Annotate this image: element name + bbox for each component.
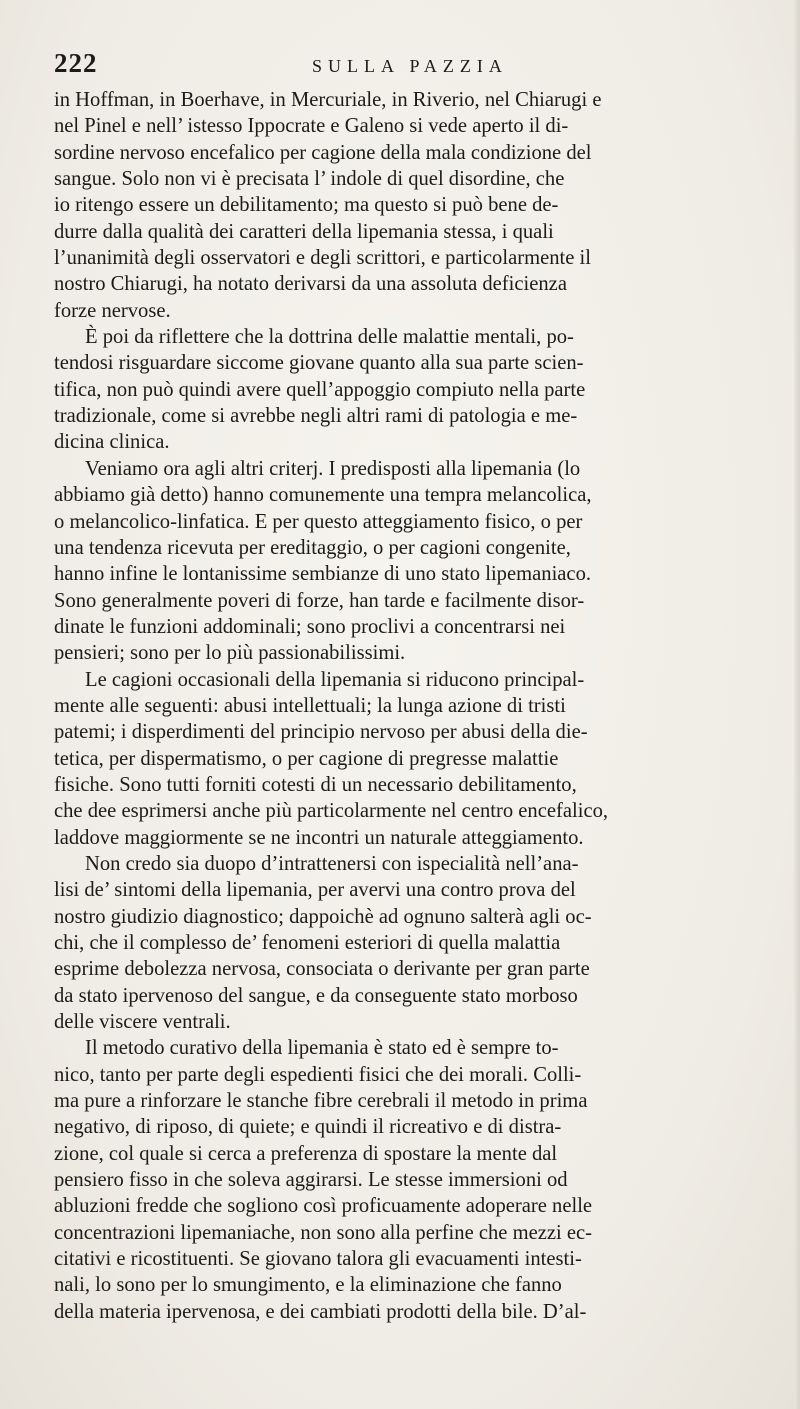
text-line: chi, che il complesso de’ fenomeni esteriori di quella malattia (54, 932, 561, 954)
text-line: zione, col quale si cerca a preferenza di spostare la mente dal (54, 1142, 558, 1165)
running-head: SULLA PAZZIA (312, 56, 508, 76)
paragraph (54, 667, 790, 851)
text-line: io ritengo essere un debilitamento; ma questo si può bene de- (54, 194, 559, 217)
text-line: una tendenza ricevuta per ereditaggio, o per cagioni congenite, (54, 536, 571, 559)
text-line: Non credo sia duopo d’intrattenersi con ispecialità nell’ana- (85, 852, 579, 875)
text-line: dinate le funzioni addominali; sono proclivi a concentrarsi nei (54, 615, 566, 638)
text-line: nel Pinel e nell’ istesso Ippocrate e Galeno si vede aperto il di- (54, 115, 569, 138)
text-line: mente alle seguenti: abusi intellettuali; la lunga azione di tristi (54, 694, 566, 717)
text-line: fisiche. Sono tutti forniti cotesti di un necessario debilitamento, (54, 773, 577, 796)
text-line: concentrazioni lipemaniache, non sono alla perfine che mezzi ec- (54, 1221, 593, 1244)
text-line: delle viscere ventrali. (54, 1011, 231, 1034)
text-line: durre dalla qualità dei caratteri della lipemania stessa, i quali (54, 220, 554, 243)
paragraph (54, 87, 790, 324)
text-line: nostro giudizio diagnostico; dappoichè ad ognuno salterà agli oc- (54, 905, 592, 928)
text-line: laddove maggiormente se ne incontri un naturale atteggiamento. (54, 826, 584, 849)
text-line: È poi da riflettere che la dottrina delle malattie mentali, po- (85, 326, 574, 349)
text-line: abbiamo già detto) hanno comunemente una tempra melancolica, (54, 484, 592, 507)
text-line: che dee esprimersi anche più particolarmente nel centro encefalico, (54, 800, 609, 823)
paragraph (54, 1035, 790, 1325)
page-edge (794, 0, 800, 1409)
text-line: tetica, per dispermatismo, o per cagione di pregresse malattie (54, 747, 559, 770)
text-line: tendosi risguardare siccome giovane quanto alla sua parte scien- (54, 352, 584, 375)
text-line: Sono generalmente poveri di forze, han tarde e facilmente disor- (54, 589, 585, 612)
text-line: negativo, di riposo, di quiete; e quindi il ricreativo e di distra- (54, 1116, 562, 1139)
paragraph (54, 324, 790, 456)
text-line: tradizionale, come si avrebbe negli altri rami di patologia e me- (54, 405, 578, 428)
page-header (54, 48, 754, 82)
paragraph (54, 851, 790, 1035)
page-number: 222 (54, 48, 98, 78)
body-text (54, 87, 790, 1325)
text-line: Il metodo curativo della lipemania è stato ed è sempre to- (85, 1037, 559, 1060)
text-line: nali, lo sono per lo smungimento, e la eliminazione che fanno (54, 1274, 562, 1297)
text-line: esprime debolezza nervosa, consociata o derivante per gran parte (54, 958, 590, 981)
text-line: nostro Chiarugi, ha notato derivarsi da una assoluta deficienza (54, 273, 567, 296)
text-line: da stato ipervenoso del sangue, e da conseguente stato morboso (54, 984, 578, 1007)
text-line: patemi; i disperdimenti del principio nervoso per abusi della die- (54, 721, 588, 744)
text-line: nico, tanto per parte degli espedienti fisici che dei morali. Colli- (54, 1063, 582, 1086)
text-line: ma pure a rinforzare le stanche fibre cerebrali il metodo in prima (54, 1090, 588, 1113)
text-line: della materia ipervenosa, e dei cambiati prodotti della bile. D’al- (54, 1300, 587, 1323)
text-line: pensiero fisso in che soleva aggirarsi. Le stesse immersioni od (54, 1169, 568, 1192)
text-line: o melancolico-linfatica. E per questo atteggiamento fisico, o per (54, 510, 583, 533)
text-line: pensieri; sono per lo più passionabilissimi. (54, 642, 406, 665)
text-line: tifica, non può quindi avere quell’appoggio compiuto nella parte (54, 378, 586, 401)
text-line: Veniamo ora agli altri criterj. I predisposti alla lipemania (lo (85, 457, 581, 480)
paragraph (54, 456, 790, 667)
text-line: sangue. Solo non vi è precisata l’ indole di quel disordine, che (54, 168, 565, 191)
text-line: abluzioni fredde che sogliono così proficuamente adoperare nelle (54, 1195, 593, 1218)
text-line: hanno infine le lontanissime sembianze di uno stato lipemaniaco. (54, 563, 592, 586)
text-line: citativi e ricostituenti. Se giovano talora gli evacuamenti intesti- (54, 1248, 582, 1271)
text-line: dicina clinica. (54, 431, 170, 454)
text-line: in Hoffman, in Boerhave, in Mercuriale, in Riverio, nel Chiarugi e (54, 89, 602, 111)
text-line: Le cagioni occasionali della lipemania si riducono principal- (85, 668, 585, 691)
text-line: lisi de’ sintomi della lipemania, per avervi una contro prova del (54, 879, 576, 902)
text-line: l’unanimità degli osservatori e degli scrittori, e particolarmente il (54, 247, 591, 270)
text-line: sordine nervoso encefalico per cagione della mala condizione del (54, 141, 592, 164)
text-line: forze nervose. (54, 299, 171, 322)
